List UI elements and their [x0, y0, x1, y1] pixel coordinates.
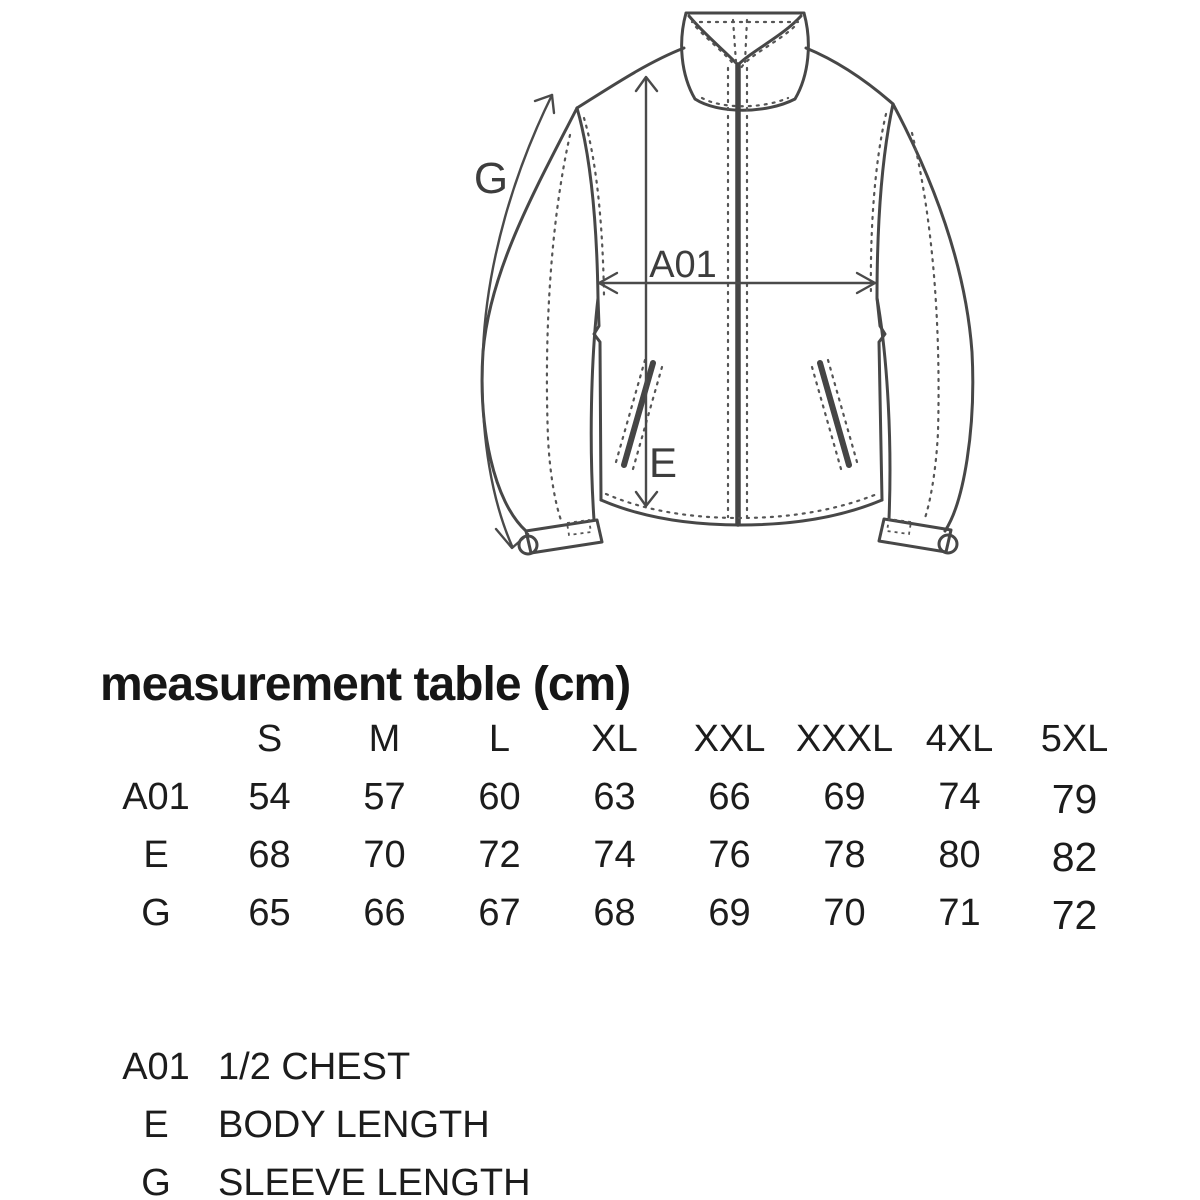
- sleeve-left-stitch: [547, 135, 570, 523]
- table-row-e: [100, 826, 1132, 884]
- row-code: A01: [122, 775, 190, 818]
- legend-description: 1/2 CHEST: [218, 1045, 411, 1088]
- armhole-right: [877, 104, 893, 298]
- cell-e-4xl: 80: [938, 833, 981, 876]
- cell-a01-4xl: 74: [938, 775, 981, 818]
- cell-e-xxl: 76: [708, 833, 751, 876]
- cell-g-l: 67: [478, 891, 521, 934]
- cell-g-xl: 68: [593, 891, 636, 934]
- table-row-a01: [100, 768, 1132, 826]
- size-header-l: L: [488, 717, 511, 760]
- cell-a01-5xl: 79: [1051, 776, 1098, 822]
- row-code: G: [141, 891, 171, 934]
- legend-code: A01: [122, 1045, 190, 1088]
- cell-e-xxxl: 78: [823, 833, 866, 876]
- collar-center-stitch: [733, 20, 747, 62]
- cell-e-xl: 74: [593, 833, 636, 876]
- measurement-legend: [100, 1038, 531, 1200]
- cell-g-m: 66: [363, 891, 406, 934]
- size-header-5xl: 5XL: [1040, 717, 1109, 760]
- sleeve-right-outer: [893, 104, 973, 531]
- cell-g-xxl: 69: [708, 891, 751, 934]
- cell-e-s: 68: [248, 833, 291, 876]
- size-header-s: S: [256, 717, 283, 760]
- legend-item-g: [100, 1154, 531, 1200]
- legend-code: E: [143, 1103, 169, 1146]
- row-code: E: [143, 833, 169, 876]
- armhole-left: [577, 108, 598, 298]
- label-body-length: E: [648, 439, 678, 486]
- cell-e-l: 72: [478, 833, 521, 876]
- cell-a01-xxxl: 69: [823, 775, 866, 818]
- measurement-arrows: [482, 77, 875, 548]
- cell-a01-xxl: 66: [708, 775, 751, 818]
- table-row-g: [100, 884, 1132, 942]
- legend-description: BODY LENGTH: [218, 1103, 490, 1146]
- cell-a01-xl: 63: [593, 775, 636, 818]
- legend-item-e: [100, 1096, 531, 1154]
- cell-e-5xl: 82: [1051, 834, 1098, 880]
- corner-cell: [100, 710, 212, 768]
- size-header-xl: XL: [591, 717, 638, 760]
- size-header-row: [100, 710, 1132, 768]
- cell-a01-m: 57: [363, 775, 406, 818]
- shoulder-left: [577, 48, 684, 108]
- measurement-table: [100, 710, 1132, 942]
- cell-e-m: 70: [363, 833, 406, 876]
- collar-v-fold: [689, 16, 801, 65]
- legend-item-a01: [100, 1038, 531, 1096]
- cell-g-5xl: 72: [1051, 892, 1098, 938]
- size-header-xxl: XXL: [693, 717, 766, 760]
- cell-a01-s: 54: [248, 775, 291, 818]
- label-half-chest: A01: [649, 244, 717, 286]
- shoulder-right: [806, 48, 893, 104]
- cell-g-s: 65: [248, 891, 291, 934]
- cell-g-xxxl: 70: [823, 891, 866, 934]
- label-sleeve-length: G: [473, 154, 509, 203]
- size-header-xxxl: XXXL: [795, 717, 894, 760]
- cell-g-4xl: 71: [938, 891, 981, 934]
- legend-description: SLEEVE LENGTH: [218, 1161, 531, 1200]
- legend-code: G: [141, 1161, 171, 1200]
- size-header-4xl: 4XL: [925, 717, 994, 760]
- table-title: measurement table (cm): [100, 658, 631, 711]
- cell-a01-l: 60: [478, 775, 521, 818]
- body-side-right: [877, 298, 885, 500]
- size-header-m: M: [368, 717, 401, 760]
